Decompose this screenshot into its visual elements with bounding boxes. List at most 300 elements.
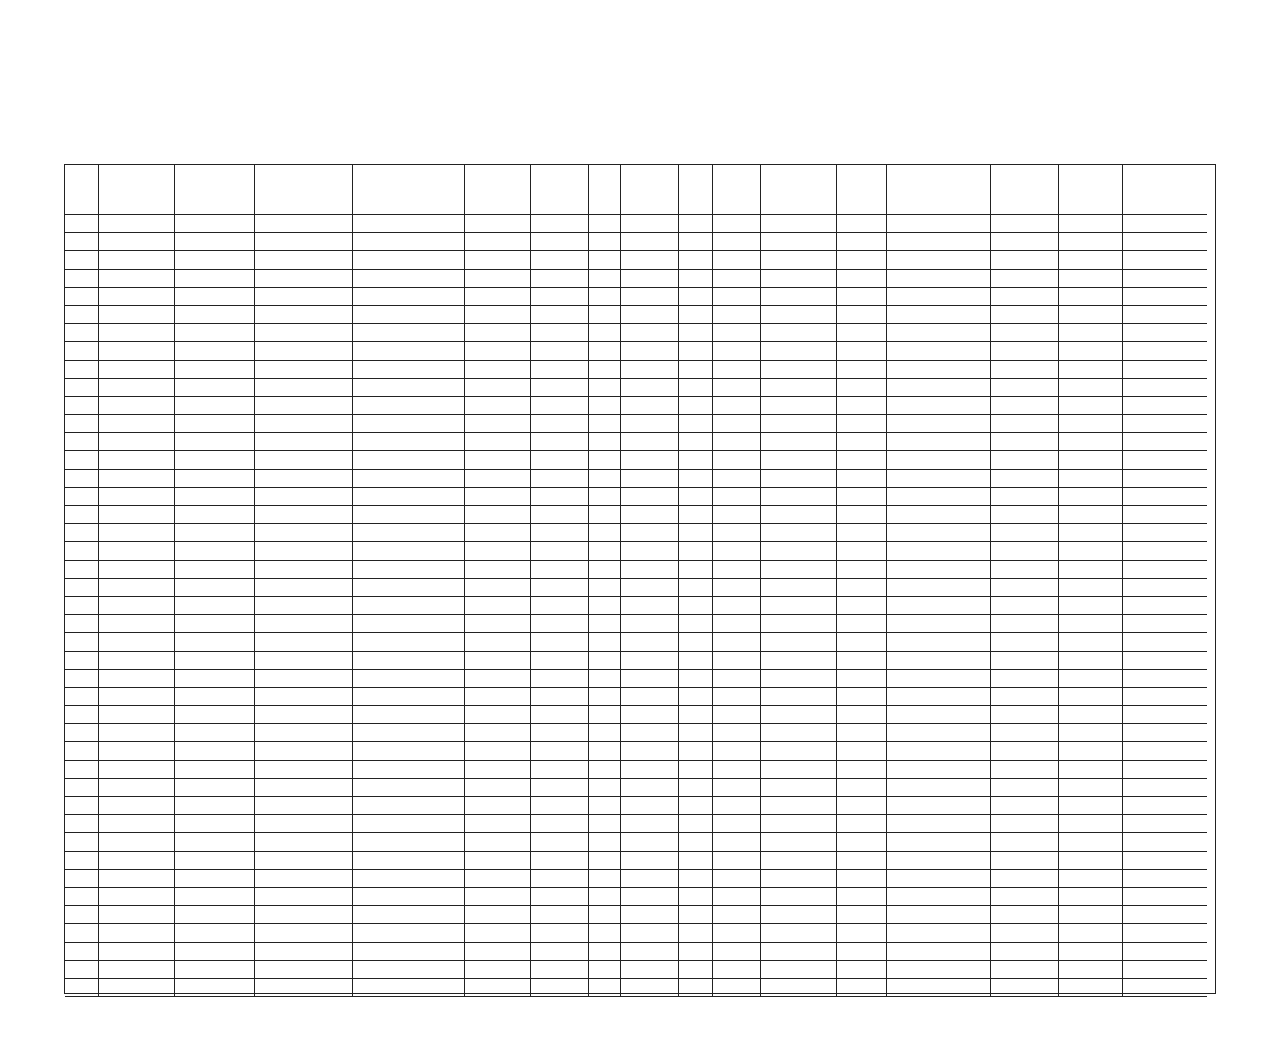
table-cell (837, 888, 887, 906)
table-cell (621, 833, 679, 851)
table-cell (589, 961, 621, 979)
table-cell (887, 906, 991, 924)
table-cell (713, 633, 761, 651)
header-cell (679, 165, 713, 215)
table-cell (1123, 943, 1207, 961)
table-cell (621, 306, 679, 324)
table-cell (1059, 761, 1123, 779)
table-cell (1123, 379, 1207, 397)
table-cell (1059, 579, 1123, 597)
table-cell (255, 688, 353, 706)
table-cell (761, 433, 837, 451)
table-cell (1123, 324, 1207, 342)
table-cell (531, 779, 589, 797)
table-cell (679, 215, 713, 233)
table-cell (531, 688, 589, 706)
header-row-1 (180, 122, 1120, 140)
table-cell (621, 288, 679, 306)
header-cell (1059, 165, 1123, 215)
table-cell (679, 233, 713, 251)
table-cell (1059, 488, 1123, 506)
table-cell (99, 215, 175, 233)
table-cell (887, 470, 991, 488)
table-cell (1123, 306, 1207, 324)
table-cell (887, 761, 991, 779)
table-cell (465, 379, 531, 397)
table-cell (713, 597, 761, 615)
table-cell (175, 924, 255, 942)
table-cell (531, 943, 589, 961)
header-cell (353, 165, 465, 215)
table-cell (713, 761, 761, 779)
table-cell (589, 451, 621, 469)
table-cell (887, 706, 991, 724)
table-cell (99, 706, 175, 724)
table-cell (465, 961, 531, 979)
table-cell (761, 397, 837, 415)
table-cell (175, 742, 255, 760)
table-cell (713, 670, 761, 688)
table-cell (353, 961, 465, 979)
table-cell (465, 397, 531, 415)
table-cell (761, 324, 837, 342)
table-cell (679, 815, 713, 833)
table-cell (991, 506, 1059, 524)
table-cell (175, 251, 255, 269)
table-cell (991, 433, 1059, 451)
table-cell (589, 979, 621, 997)
table-cell (589, 251, 621, 269)
table-cell (531, 506, 589, 524)
table-cell (353, 888, 465, 906)
table-cell (837, 870, 887, 888)
table-cell (531, 852, 589, 870)
table-cell (621, 470, 679, 488)
table-cell (99, 815, 175, 833)
table-cell (887, 815, 991, 833)
table-cell (1059, 615, 1123, 633)
table-cell (761, 906, 837, 924)
table-cell (99, 779, 175, 797)
table-cell (621, 633, 679, 651)
table-cell (99, 888, 175, 906)
table-cell (255, 361, 353, 379)
table-cell (99, 579, 175, 597)
table-cell (761, 852, 837, 870)
header-cell (465, 165, 531, 215)
table-cell (991, 379, 1059, 397)
table-cell (99, 542, 175, 560)
table-cell (589, 233, 621, 251)
table-cell (621, 433, 679, 451)
table-cell (991, 470, 1059, 488)
table-cell (175, 561, 255, 579)
table-cell (713, 251, 761, 269)
table-cell (99, 270, 175, 288)
table-cell (465, 615, 531, 633)
table-cell (353, 943, 465, 961)
table-cell (255, 506, 353, 524)
table-cell (65, 742, 99, 760)
table-cell (991, 342, 1059, 360)
table-cell (465, 324, 531, 342)
table-cell (531, 870, 589, 888)
table-cell (65, 615, 99, 633)
table-cell (255, 215, 353, 233)
table-cell (255, 742, 353, 760)
table-cell (255, 542, 353, 560)
table-cell (1123, 906, 1207, 924)
table-cell (713, 288, 761, 306)
table-cell (621, 561, 679, 579)
table-cell (713, 979, 761, 997)
table-cell (531, 233, 589, 251)
table-cell (65, 670, 99, 688)
table-cell (991, 688, 1059, 706)
table-cell (1059, 506, 1123, 524)
table-cell (837, 270, 887, 288)
table-cell (887, 288, 991, 306)
table-cell (679, 797, 713, 815)
table-cell (679, 579, 713, 597)
table-cell (589, 924, 621, 942)
table-cell (837, 542, 887, 560)
table-cell (589, 561, 621, 579)
table-cell (1123, 506, 1207, 524)
table-cell (837, 288, 887, 306)
table-cell (589, 761, 621, 779)
table-cell (991, 415, 1059, 433)
table-cell (1059, 361, 1123, 379)
table-cell (621, 506, 679, 524)
table-cell (837, 742, 887, 760)
table-cell (1059, 652, 1123, 670)
table-cell (65, 888, 99, 906)
table-cell (991, 924, 1059, 942)
table-cell (837, 833, 887, 851)
table-cell (679, 852, 713, 870)
table-cell (837, 561, 887, 579)
table-cell (531, 451, 589, 469)
table-cell (65, 815, 99, 833)
table-cell (1059, 561, 1123, 579)
table-cell (65, 470, 99, 488)
table-cell (1123, 615, 1207, 633)
table-cell (761, 215, 837, 233)
table-cell (65, 561, 99, 579)
table-cell (1059, 815, 1123, 833)
table-cell (255, 961, 353, 979)
table-cell (531, 906, 589, 924)
table-cell (99, 615, 175, 633)
table-cell (1123, 652, 1207, 670)
table-cell (65, 688, 99, 706)
table-cell (1123, 852, 1207, 870)
table-cell (99, 288, 175, 306)
table-cell (465, 688, 531, 706)
table-cell (65, 706, 99, 724)
table-cell (679, 779, 713, 797)
table-cell (679, 979, 713, 997)
table-cell (589, 742, 621, 760)
table-cell (465, 488, 531, 506)
table-cell (353, 597, 465, 615)
table-cell (465, 215, 531, 233)
table-cell (837, 470, 887, 488)
table-cell (1123, 542, 1207, 560)
table-cell (761, 979, 837, 997)
table-cell (761, 451, 837, 469)
table-cell (991, 233, 1059, 251)
table-cell (99, 488, 175, 506)
table-cell (887, 415, 991, 433)
table-cell (761, 561, 837, 579)
table-cell (679, 633, 713, 651)
table-cell (621, 870, 679, 888)
table-cell (65, 924, 99, 942)
table-cell (353, 906, 465, 924)
table-cell (713, 415, 761, 433)
table-cell (991, 579, 1059, 597)
table-cell (465, 361, 531, 379)
table-cell (353, 815, 465, 833)
header-cell (621, 165, 679, 215)
table-cell (679, 451, 713, 469)
table-cell (589, 215, 621, 233)
table-cell (887, 324, 991, 342)
table-cell (465, 633, 531, 651)
table-cell (1123, 270, 1207, 288)
table-cell (679, 888, 713, 906)
table-cell (837, 761, 887, 779)
table-cell (761, 470, 837, 488)
table-cell (1123, 524, 1207, 542)
table-cell (531, 815, 589, 833)
table-cell (465, 251, 531, 269)
table-cell (589, 506, 621, 524)
table-cell (99, 597, 175, 615)
table-cell (175, 397, 255, 415)
table-cell (837, 433, 887, 451)
table-cell (531, 488, 589, 506)
table-cell (353, 488, 465, 506)
table-cell (761, 270, 837, 288)
table-cell (531, 324, 589, 342)
table-cell (1059, 306, 1123, 324)
table-cell (65, 761, 99, 779)
table-cell (679, 361, 713, 379)
table-cell (887, 961, 991, 979)
table-cell (761, 742, 837, 760)
table-cell (1059, 979, 1123, 997)
table-cell (465, 270, 531, 288)
table-cell (175, 342, 255, 360)
table-cell (679, 670, 713, 688)
table-cell (991, 361, 1059, 379)
table-cell (589, 797, 621, 815)
date-label (856, 122, 926, 140)
table-cell (65, 215, 99, 233)
table-cell (887, 433, 991, 451)
table-cell (465, 506, 531, 524)
table-cell (713, 433, 761, 451)
table-cell (99, 470, 175, 488)
table-cell (1059, 961, 1123, 979)
table-cell (1123, 451, 1207, 469)
unit-label (866, 144, 926, 162)
table-cell (761, 615, 837, 633)
table-cell (353, 433, 465, 451)
table-cell (621, 906, 679, 924)
table-cell (1123, 633, 1207, 651)
table-cell (837, 306, 887, 324)
table-cell (589, 306, 621, 324)
table-cell (465, 342, 531, 360)
table-cell (255, 924, 353, 942)
table-cell (99, 906, 175, 924)
table-cell (99, 870, 175, 888)
table-cell (175, 706, 255, 724)
table-cell (621, 542, 679, 560)
table-cell (99, 688, 175, 706)
table-cell (353, 379, 465, 397)
table-cell (837, 506, 887, 524)
table-cell (255, 488, 353, 506)
table-cell (713, 324, 761, 342)
table-cell (255, 433, 353, 451)
table-cell (353, 724, 465, 742)
table-cell (465, 833, 531, 851)
table-cell (589, 542, 621, 560)
table-cell (1123, 742, 1207, 760)
table-cell (589, 361, 621, 379)
table-cell (887, 688, 991, 706)
table-cell (99, 852, 175, 870)
table-cell (465, 433, 531, 451)
table-cell (887, 633, 991, 651)
table-cell (353, 652, 465, 670)
table-cell (679, 761, 713, 779)
table-cell (761, 815, 837, 833)
table-cell (761, 506, 837, 524)
table-cell (713, 524, 761, 542)
table-cell (531, 633, 589, 651)
table-cell (531, 524, 589, 542)
table-cell (531, 342, 589, 360)
table-cell (1059, 324, 1123, 342)
table-cell (713, 815, 761, 833)
table-cell (1059, 233, 1123, 251)
table-cell (761, 251, 837, 269)
table-cell (465, 943, 531, 961)
table-cell (887, 379, 991, 397)
header-row-2 (180, 144, 1120, 162)
table-cell (1123, 979, 1207, 997)
table-cell (65, 251, 99, 269)
table-cell (175, 815, 255, 833)
table-cell (991, 742, 1059, 760)
table-cell (887, 724, 991, 742)
table-cell (679, 306, 713, 324)
table-cell (99, 724, 175, 742)
table-cell (621, 524, 679, 542)
table-cell (255, 561, 353, 579)
table-cell (837, 524, 887, 542)
table-cell (1123, 779, 1207, 797)
table-cell (353, 924, 465, 942)
table-cell (1123, 561, 1207, 579)
table-cell (353, 779, 465, 797)
table-cell (465, 979, 531, 997)
table-cell (991, 652, 1059, 670)
table-cell (99, 943, 175, 961)
table-cell (991, 870, 1059, 888)
table-cell (531, 251, 589, 269)
table-cell (99, 306, 175, 324)
table-cell (837, 815, 887, 833)
table-cell (65, 542, 99, 560)
table-cell (1059, 342, 1123, 360)
table-cell (991, 888, 1059, 906)
table-cell (713, 270, 761, 288)
table-cell (761, 779, 837, 797)
table-cell (175, 961, 255, 979)
table-cell (713, 397, 761, 415)
table-cell (887, 251, 991, 269)
table-cell (679, 415, 713, 433)
table-cell (589, 288, 621, 306)
table-cell (713, 961, 761, 979)
table-cell (531, 761, 589, 779)
table-cell (531, 361, 589, 379)
table-cell (531, 579, 589, 597)
table-cell (679, 542, 713, 560)
table-cell (589, 670, 621, 688)
table-cell (761, 288, 837, 306)
header-cell (589, 165, 621, 215)
table-cell (99, 342, 175, 360)
table-cell (465, 524, 531, 542)
table-cell (621, 779, 679, 797)
table-cell (255, 724, 353, 742)
table-cell (679, 433, 713, 451)
header-cell (65, 165, 99, 215)
table-cell (621, 652, 679, 670)
table-cell (887, 943, 991, 961)
table-cell (1059, 888, 1123, 906)
table-cell (175, 724, 255, 742)
table-cell (679, 924, 713, 942)
table-cell (175, 979, 255, 997)
table-cell (761, 706, 837, 724)
table-cell (255, 943, 353, 961)
table-cell (255, 815, 353, 833)
table-cell (991, 670, 1059, 688)
table-cell (175, 888, 255, 906)
table-cell (255, 706, 353, 724)
table-cell (837, 979, 887, 997)
table-cell (991, 488, 1059, 506)
table-cell (887, 870, 991, 888)
table-cell (761, 488, 837, 506)
table-cell (679, 961, 713, 979)
table-cell (887, 852, 991, 870)
table-cell (175, 633, 255, 651)
table-cell (621, 961, 679, 979)
table-cell (1123, 215, 1207, 233)
table-cell (99, 451, 175, 469)
table-cell (991, 779, 1059, 797)
